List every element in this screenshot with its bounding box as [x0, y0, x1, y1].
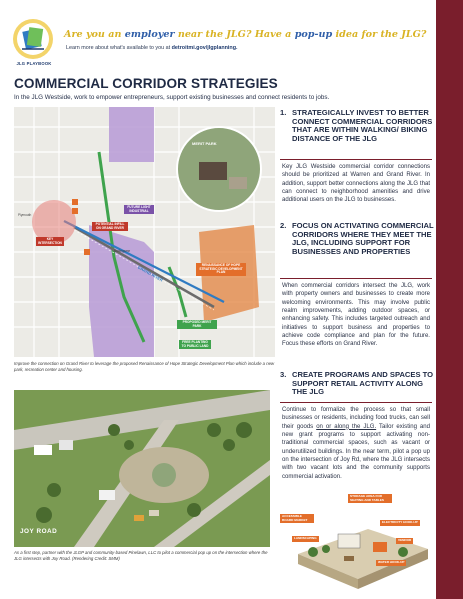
page-title: COMMERCIAL CORRIDOR STRATEGIES	[14, 76, 278, 91]
tag-vendor: VENDOR	[398, 538, 412, 542]
strategy-2-rule	[280, 278, 432, 279]
popup-market-diagram	[278, 494, 434, 594]
strategy-2-title: FOCUS ON ACTIVATING COMMERCIAL CORRIDORS WHERE THEY MEET THE JLG, INCLUDING SUPPORT FOR BUSINESSES AND PROPERTIES	[292, 221, 434, 257]
promo-employer: employer	[124, 29, 175, 40]
strategy-3-body-part2: Tailor existing and new grant programs to support activating non-traditional commercial spaces, such as vacant or underutilized buildings. In the near term, pilot a pop up on the intersection of Joy Rd, where the JLG intersects with two vacant lots and the community supports commercial activation.	[282, 423, 430, 480]
map-label-burlingame: Burlingame	[114, 249, 131, 253]
corridor-map	[14, 107, 275, 357]
strategy-1-rule	[280, 159, 432, 160]
strategy-3-body	[282, 406, 430, 481]
aerial-graphic	[14, 390, 270, 547]
map-label-free-planting: FREE PLANTING TO PUBLIC LAND	[179, 340, 211, 349]
tag-accessible-market: ACCESSIBLE BOARD MARKET	[280, 514, 314, 523]
strategy-3-rule	[280, 402, 432, 403]
page-intro: In the JLG Westside, work to empower entrepreneurs, support existing businesses and connect residents to jobs.	[14, 94, 330, 101]
strategy-2-number: 2.	[280, 221, 287, 230]
strategy-3-title: CREATE PROGRAMS AND SPACES TO SUPPORT RETAIL ACTIVITY ALONG THE JLG	[292, 370, 434, 397]
map-label-renaissance: RENAISSANCE OF HOPE STRATEGIC DEVELOPMENT PLAN	[196, 263, 246, 276]
strategy-1-body: Key JLG Westside commercial corridor connections should be prioritized at Warren and Grand River. In addition, support better connections along the JLG that can connect to neighborhood amenities and drive additional users on the JLG to businesses.	[282, 164, 430, 204]
strategy-1-title: STRATEGICALLY INVEST TO BETTER CONNECT COMMERCIAL CORRIDORS THAT ARE WITHIN WALKING/ BIKING DISTANCE OF THE JLG	[292, 108, 433, 144]
promo-part1: Are you an	[64, 29, 125, 40]
map-label-potential-infill: POTENTIAL INFILL ON GRAND RIVER	[92, 222, 128, 231]
strategy-3-body-part1: Continue to formalize the process so that small businesses or residents, including food trucks, can sell their goods on or along the JLG.	[282, 407, 430, 430]
popup-diagram-graphic	[278, 494, 434, 594]
aerial-caption: As a first step, partner with the JLGP and community-based Pinelawn, LLC to pilot a commercial pop up on the intersection where the JLG intersects with Joy Road. (Rendering Credit: SMM)	[14, 550, 268, 561]
map-label-key-intersection: KEY INTERSECTION	[36, 237, 64, 246]
map-label-plymouth: Plymouth	[18, 213, 32, 217]
joy-road-label: JOY ROAD	[20, 528, 58, 535]
map-label-merit-park: MERIT PARK	[192, 141, 217, 146]
side-accent-band	[436, 0, 463, 599]
tag-storage: STORAGE AREA FOR SEATING AND TABLES	[348, 494, 392, 503]
strategy-1-number: 1.	[280, 108, 287, 117]
tag-electricity: ELECTRICITY HOOK-UP	[380, 520, 420, 526]
promo-part3: idea for the JLG?	[332, 29, 427, 40]
promo-popup: pop-up	[294, 29, 333, 40]
logo-caption: JLG PLAYBOOK	[16, 61, 52, 66]
jlg-playbook-logo	[12, 18, 54, 60]
tag-water: WATER HOOK-UP	[378, 560, 405, 564]
joy-road-rendering	[14, 390, 270, 547]
map-graphic	[14, 107, 275, 357]
strategy-3-underline: on or along the JLG.	[316, 423, 377, 430]
promo-sub-prefix: Learn more about what's available to you at	[66, 45, 172, 51]
promo-part2: near the JLG? Have a	[174, 29, 295, 40]
promo-subline	[66, 45, 238, 51]
map-label-grand-river: GRAND RIVER	[136, 264, 164, 283]
promo-link[interactable]: detroitmi.gov/jlgplanning.	[171, 45, 238, 51]
map-label-proposed-merit-park: PROPOSED MERIT PARK	[177, 320, 217, 329]
promo-headline	[64, 29, 426, 40]
map-label-future-light-industrial: FUTURE LIGHT INDUSTRIAL	[124, 205, 154, 214]
tag-landscaping: LANDSCAPING	[294, 536, 317, 540]
strategy-3-number: 3.	[280, 370, 287, 379]
map-caption: Improve the connection on Grand River to leverage the proposed Renaissance of Hope Strategic Development Plan which include a new park, recreation center and housing.	[14, 361, 275, 372]
strategy-2-body: When commercial corridors intersect the JLG, work with property owners and businesses to create more welcoming environments. This may involve public realm improvements, adding outdoor spaces, or enhancing safety. This includes targeted outreach and initiatives to support business and properties to achieve code compliance and plan for the future. Focus these efforts on Grand River.	[282, 283, 430, 348]
